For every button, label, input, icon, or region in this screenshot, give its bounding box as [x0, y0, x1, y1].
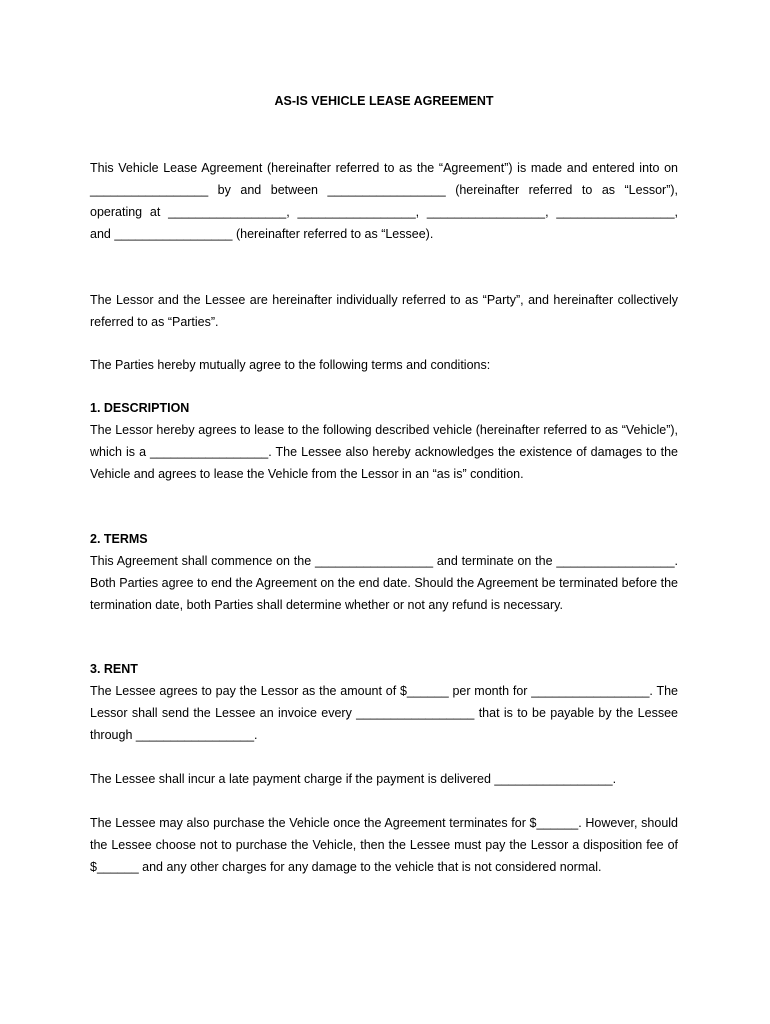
late-charge-paragraph: The Lessee shall incur a late payment charge if the payment is delivered _________________.	[90, 772, 617, 786]
parties-paragraph: The Lessor and the Lessee are hereinafter individually referred to as “Party”, and hereinafter collectively referred to as “Parties”.	[90, 293, 678, 329]
section-description	[90, 397, 678, 485]
section-text: This Agreement shall commence on the _________________ and terminate on the _________________. Both Parties agree to end the Agreement on the end date. Should the Agreement be terminated before the termination date, both Parties shall determine whether or not any refund is necessary.	[90, 554, 678, 612]
agreement-paragraph: The Parties hereby mutually agree to the following terms and conditions:	[90, 358, 491, 372]
section-heading: 2. TERMS	[90, 532, 148, 546]
section-terms	[90, 528, 678, 616]
section-text: The Lessee agrees to pay the Lessor as the amount of $______ per month for _________________. The Lessor shall send the Lessee an invoice every _________________ that is to be payable by the Lessee through _________________.	[90, 684, 678, 742]
section-heading: 1. DESCRIPTION	[90, 401, 190, 415]
document-title: AS-IS VEHICLE LEASE AGREEMENT	[274, 94, 494, 108]
intro-paragraph: This Vehicle Lease Agreement (hereinafter referred to as the “Agreement”) is made and entered into on _________________ by and between _________________ (hereinafter referred to as “Lessor”), operating at _________________, _________________, _________________, _________________, and _________________ (hereinafter referred to as “Lessee).	[90, 161, 678, 241]
section-heading: 3. RENT	[90, 662, 138, 676]
purchase-paragraph: The Lessee may also purchase the Vehicle once the Agreement terminates for $______. However, should the Lessee choose not to purchase the Vehicle, then the Lessee must pay the Lessor a disposition fee of $______ and any other charges for any damage to the vehicle that is not considered normal.	[90, 816, 678, 874]
section-rent	[90, 658, 678, 746]
section-text: The Lessor hereby agrees to lease to the following described vehicle (hereinafter referred to as “Vehicle”), which is a _________________. The Lessee also hereby acknowledges the existence of damages to the Vehicle and agrees to lease the Vehicle from the Lessor in an “as is” condition.	[90, 423, 678, 481]
